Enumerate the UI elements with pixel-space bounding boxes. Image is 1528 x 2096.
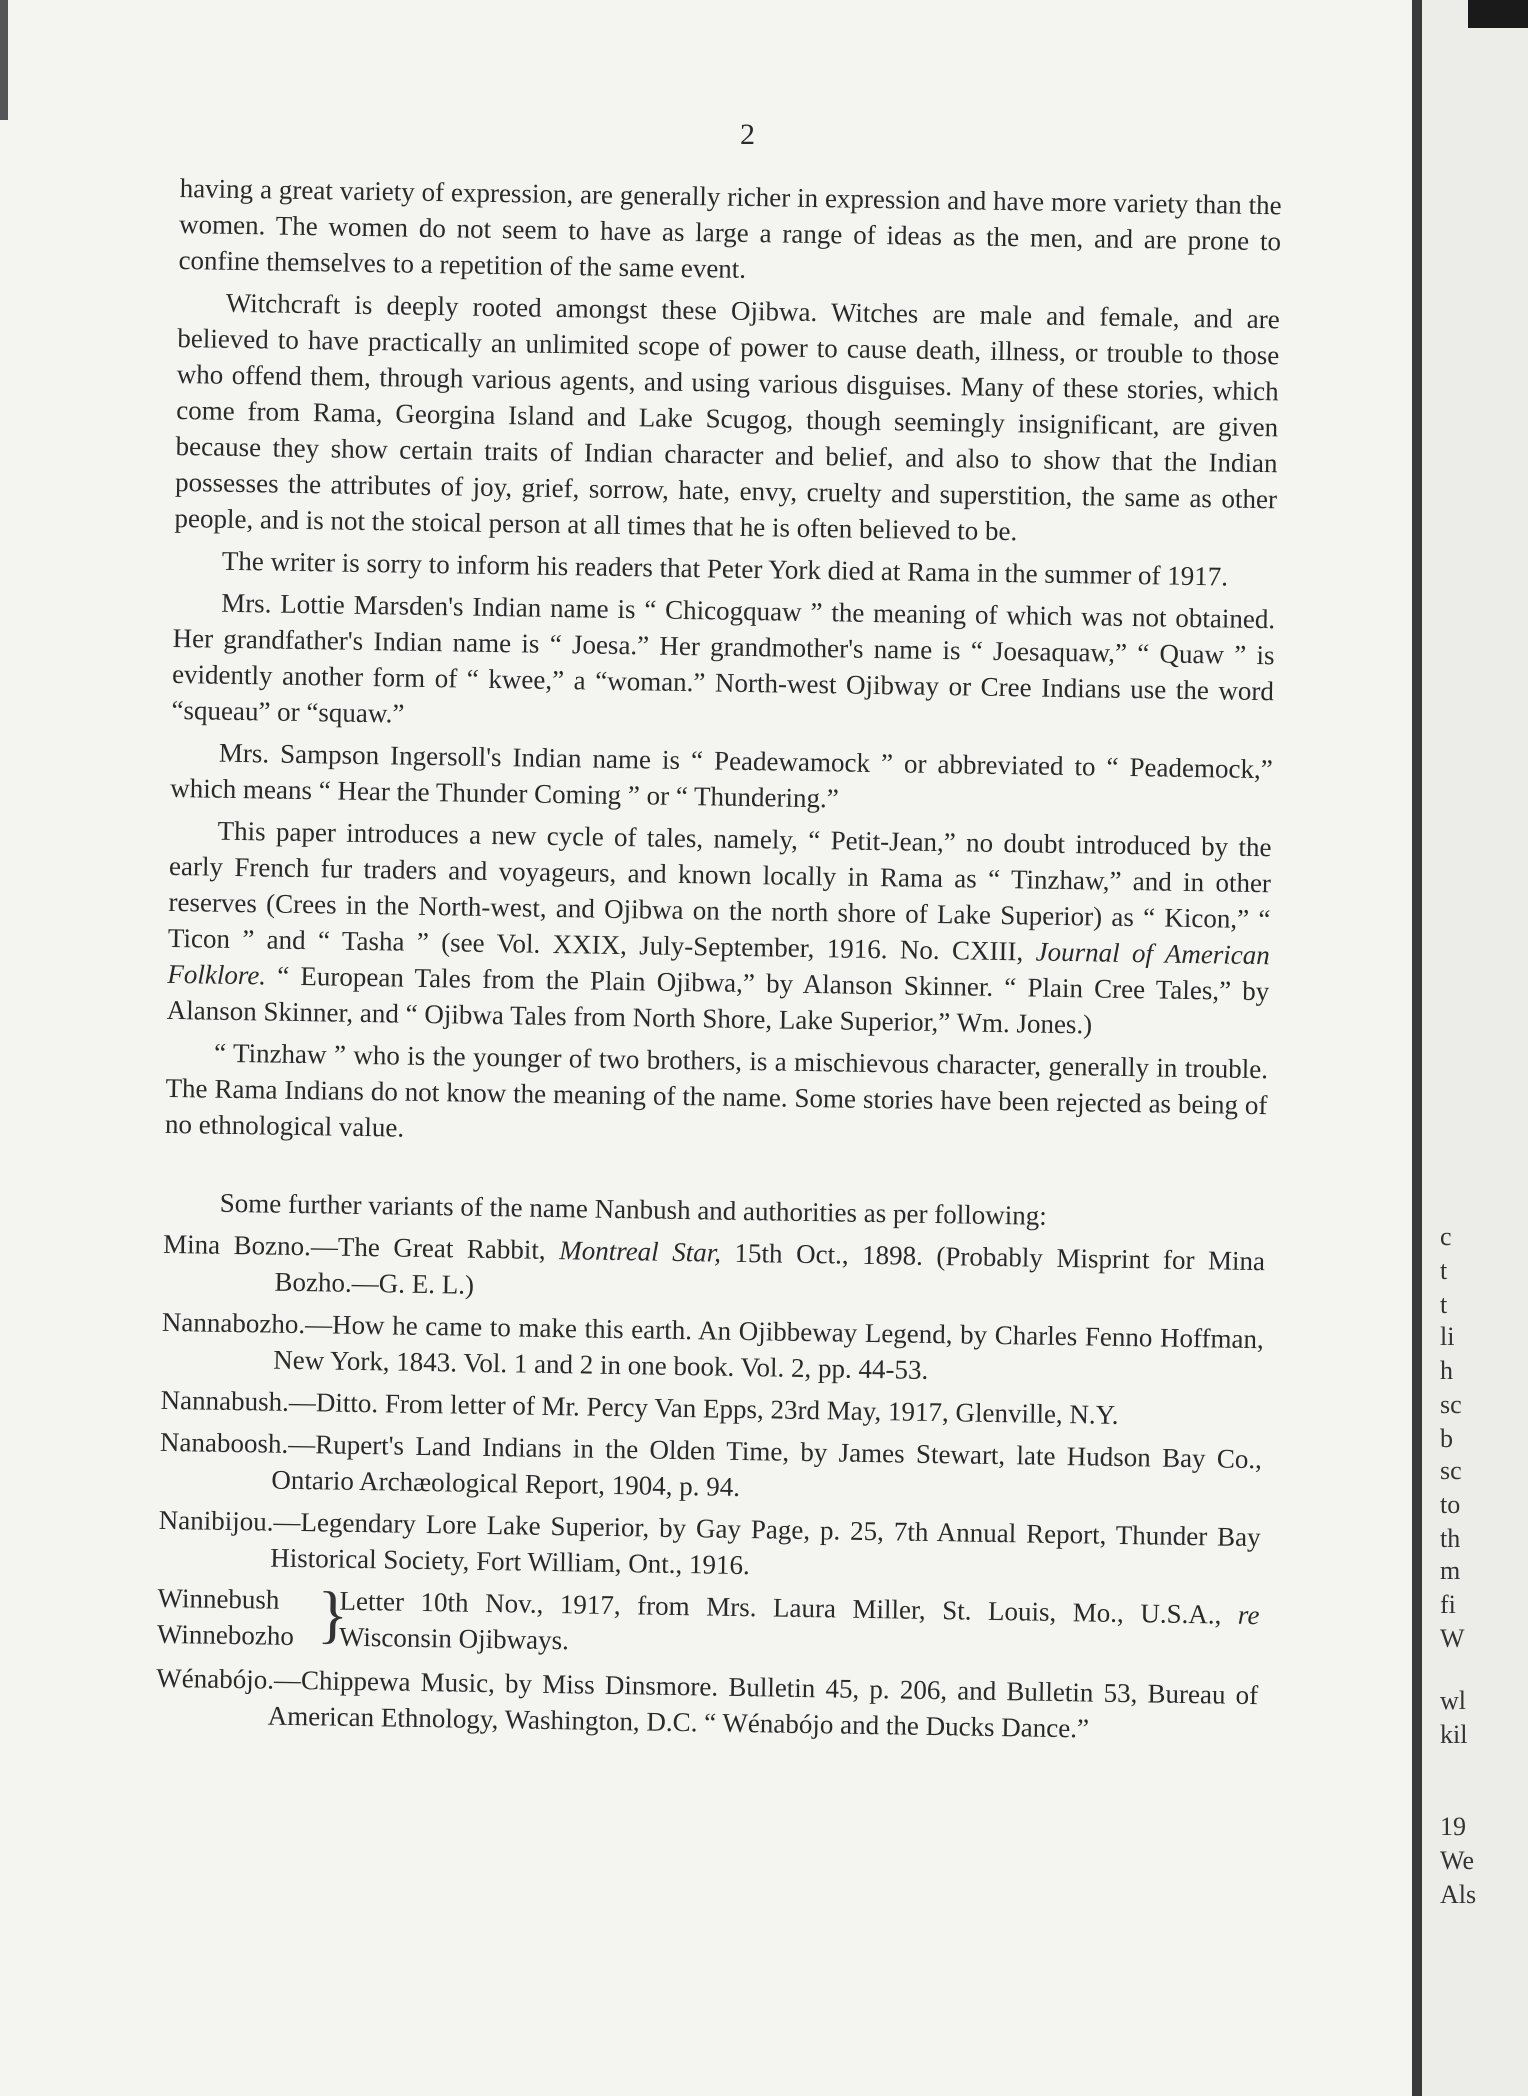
reference-item: Nanaboosh.—Rupert's Land Indians in the Olden Time, by James Stewart, late Hudson Bay Co., Ontario Archæological Report, 1904, p. 94. — [159, 1426, 1263, 1502]
variant-name: Winnebush — [157, 1582, 280, 1615]
fragment: t — [1440, 1256, 1448, 1285]
page-gutter — [1412, 0, 1422, 2096]
fragment: b — [1440, 1424, 1453, 1453]
reference-item: Nanibijou.—Legendary Lore Lake Superior, by Gay Page, p. 25, 7th Annual Report, Thunder Bay Historical Society, Fort William, Ont., 1916. — [158, 1504, 1261, 1581]
reference-item: Nannabozho.—How he came to make this earth. An Ojibbeway Legend, by Charles Fenno Hoffman, New York, 1843. Vol. 1 and 2 in one book. Vol. 2, pp. 44-53. — [161, 1306, 1265, 1385]
source-text: Wisconsin Ojibways. — [338, 1621, 570, 1656]
fragment: m — [1440, 1556, 1461, 1585]
petit-jean-sources: “ European Tales from the Plain Ojibwa,” by Alanson Skinner. “ Plain Cree Tales,” by Alanson Skinner, and “ Ojibwa Tales from North Shore, Lake Superior,” Wm. Jones.) — [166, 960, 1270, 1040]
fragment: W — [1440, 1624, 1465, 1653]
reference-item: Nannabush.—Ditto. From letter of Mr. Percy Van Epps, 23rd May, 1917, Glenville, N.Y. — [160, 1384, 1119, 1430]
name-variants — [157, 1580, 318, 1655]
fragment: sc — [1440, 1456, 1462, 1485]
fragment: wl — [1440, 1686, 1466, 1715]
reference-text: Mina Bozno.—The Great Rabbit, — [162, 1228, 546, 1265]
reference-italic: Montreal Star, — [558, 1235, 722, 1268]
fragment: Als — [1440, 1880, 1477, 1909]
paragraph-peter-york: The writer is sorry to inform his readers that Peter York died at Rama in the summer of 1917. — [221, 545, 1229, 592]
fragment: sc — [1440, 1390, 1462, 1419]
adjacent-page — [1422, 0, 1528, 2096]
page-body — [155, 170, 1281, 1755]
fragment: We — [1440, 1846, 1474, 1875]
variant-name: Winnebozho — [156, 1618, 295, 1651]
fragment: c — [1440, 1222, 1452, 1251]
fragment: to — [1440, 1490, 1461, 1519]
petit-jean-text: This paper introduces a new cycle of tales, namely, “ Petit-Jean,” no doubt introduced by the early French fur traders and voyageurs, and known locally in Rama as “ Tinzhaw,” and in other reserves (Crees in the North-west, and Ojibwa on the north shore of Lake Superior) as “ Kicon,” “ Ticon ” and “ Tasha ” (see Vol. XXIX, July-September, 1916. No. CXIII, — [167, 815, 1272, 967]
fragment: kil — [1440, 1720, 1468, 1749]
reference-item: Wénabójo.—Chippewa Music, by Miss Dinsmore. Bulletin 45, p. 206, and Bulletin 53, Bureau of American Ethnology, Washington, D.C. “ Wénabójo and the Ducks Dance.” — [156, 1662, 1259, 1744]
paragraph-tinzhaw: “ Tinzhaw ” who is the younger of two brothers, is a mischievous character, generally in trouble. The Rama Indians do not know the meaning of the name. Some stories have been rejected as being of no ethnological value. — [164, 1037, 1269, 1143]
journal-title: Journal of American Folklore. — [167, 936, 1271, 991]
references-list — [155, 1184, 1265, 1749]
paragraph-petit-jean — [167, 812, 1272, 1045]
paragraph-marsden: Mrs. Lottie Marsden's Indian name is “ Chicogquaw ” the meaning of which was not obtained. Her grandfather's Indian name is “ Joesa.” Her grandmother's name is “ Joesaquaw,” “ Quaw ” is evidently another form of “ kwee,” a “woman.” North-west Ojibway or Cree Indians use the word “squeau” or “squaw.” — [171, 587, 1276, 729]
scan-edge-mark — [0, 0, 8, 120]
page-number: 2 — [740, 118, 755, 151]
paragraph-ingersoll: Mrs. Sampson Ingersoll's Indian name is “ Peadewamock ” or abbreviated to “ Peademock,” which means “ Hear the Thunder Coming ” or “ Thundering.” — [170, 737, 1273, 814]
variant-source — [339, 1583, 1260, 1669]
scan-corner-mark — [1468, 0, 1528, 28]
fragment: fi — [1440, 1590, 1456, 1619]
fragment: t — [1440, 1290, 1448, 1319]
paragraph-witchcraft: Witchcraft is deeply rooted amongst these Ojibwa. Witches are male and female, and are believed to have practically an unlimited scope of power to cause death, illness, or trouble to those who offend them, through various agents, and using various disguises. Many of these stories, which come from Rama, Georgina Island and Lake Scugog, though seemingly insignificant, are given because they show certain traits of Indian character and belief, and also to show that the Indian possesses the attributes of joy, grief, sorrow, hate, envy, cruelty and superstition, the same as other people, and is not the stoical person at all times that he is often believed to be. — [174, 287, 1281, 547]
source-italic: re — [1237, 1599, 1260, 1631]
fragment: h — [1440, 1356, 1453, 1385]
reference-text: 15th Oct., 1898. (Probably Misprint for Mina Bozho.—G. E. L.) — [274, 1237, 1266, 1300]
references-intro: Some further variants of the name Nanbush and authorities as per following: — [219, 1187, 1047, 1231]
fragment: li — [1440, 1322, 1455, 1351]
brace-glyph: } — [316, 1578, 349, 1650]
paragraph-continued: having a great variety of expression, are generally richer in expression and have more variety than the women. The women do not seem to have as large a range of ideas as the men, and are prone to confine themselves to a repetition of the same event. — [178, 172, 1282, 284]
reference-item-winnebush — [157, 1580, 1260, 1669]
reference-item — [162, 1226, 1265, 1315]
fragment: 19 — [1440, 1812, 1466, 1841]
fragment: th — [1440, 1524, 1461, 1553]
source-text: Letter 10th Nov., 1917, from Mrs. Laura Miller, St. Louis, Mo., U.S.A., — [339, 1585, 1222, 1630]
